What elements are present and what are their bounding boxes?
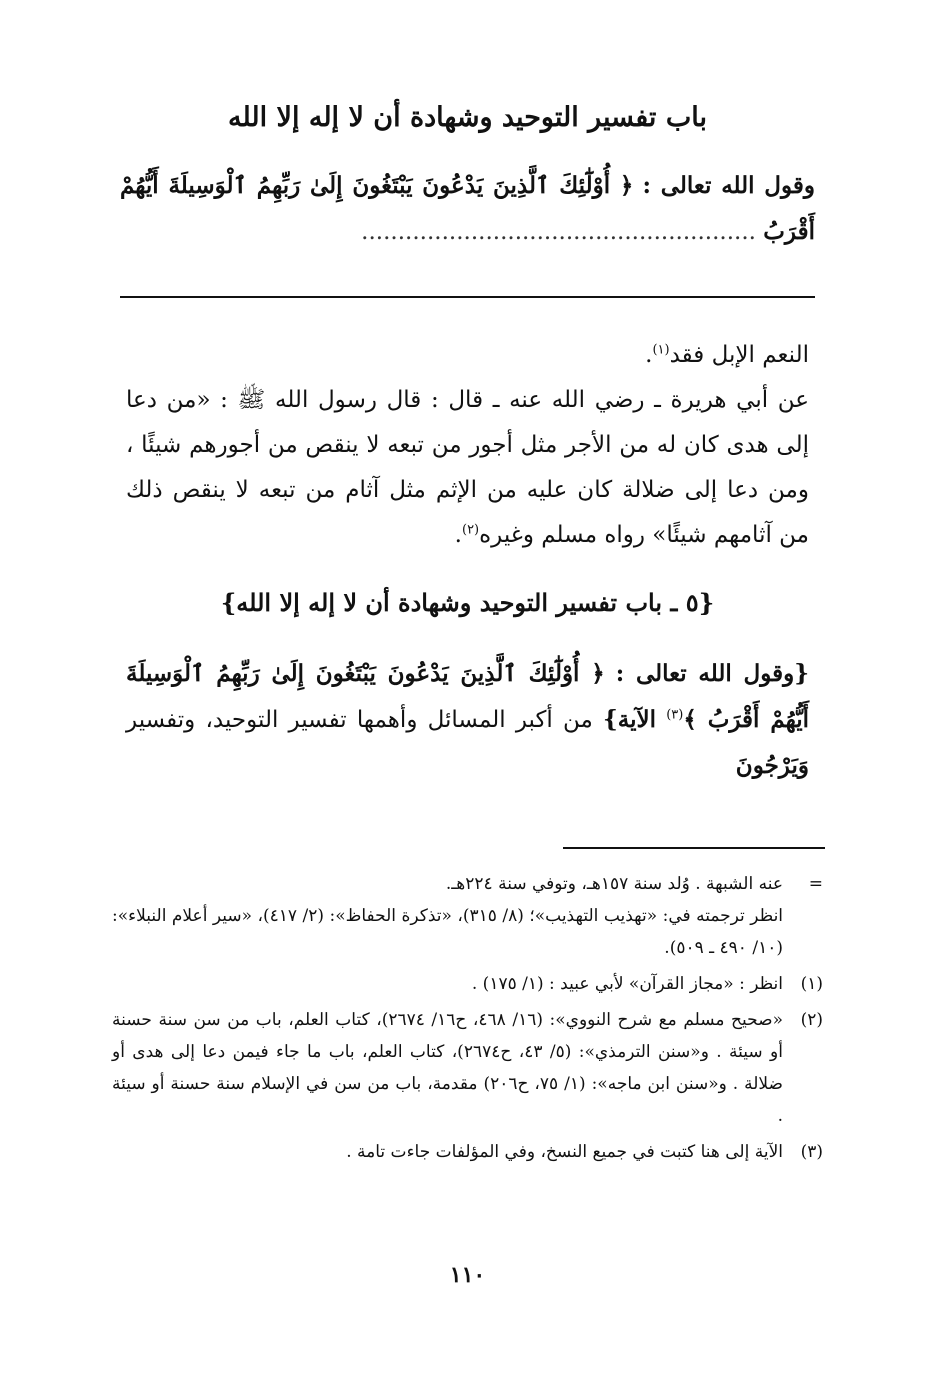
- paragraph-3-tail: وَيَرْجُونَ: [735, 752, 809, 779]
- main-text: [126, 333, 809, 789]
- footnote-continuation: [112, 868, 823, 964]
- footnote-3: [112, 1136, 823, 1168]
- paragraph-3-verse: ﴿ أُوْلَٰٓئِكَ ٱلَّذِينَ يَدْعُونَ يَبْتَغُونَ إِلَىٰ رَبِّهِمُ ٱلْوَسِيلَةَ أَيُّهُمْ أَقْرَبُ ﴾: [126, 660, 810, 733]
- footnote-continuation-text: [112, 868, 783, 964]
- header-verse-dots: ......................................................: [361, 219, 756, 246]
- footnote-continuation-line-1: عنه الشبهة . وُلد سنة ١٥٧هـ، وتوفي سنة ٢٢٤هـ.: [445, 874, 783, 894]
- paragraph-3-word: الآية}: [603, 706, 657, 733]
- paragraph-3: [126, 651, 809, 789]
- footnote-continuation-marker: =: [808, 874, 823, 894]
- header-rule: [120, 296, 815, 298]
- section-heading: {٥ ـ باب تفسير التوحيد وشهادة أن لا إله إلا الله}: [220, 588, 715, 617]
- paragraph-1-end: .: [645, 342, 653, 368]
- page-number: ١١٠: [449, 1262, 486, 1288]
- footnote-2-number: (٢): [800, 1010, 823, 1030]
- paragraph-2: [126, 378, 809, 558]
- paragraph-3-rest: من أكبر المسائل وأهمها تفسير التوحيد، وتفسير: [126, 707, 593, 733]
- footnote-1: [112, 968, 823, 1000]
- footnote-ref-3[interactable]: (٣): [666, 707, 684, 723]
- footnote-1-number: (١): [800, 974, 823, 994]
- footnote-ref-2[interactable]: (٢): [461, 522, 480, 538]
- footnotes: [112, 868, 823, 1172]
- header-verse-text: ﴿ أُوْلَٰٓئِكَ ٱلَّذِينَ يَدْعُونَ يَبْتَغُونَ إِلَىٰ رَبِّهِمُ ٱلْوَسِيلَةَ أَيُّهُمْ أَقْرَبُ: [120, 172, 815, 246]
- footnote-2-text: «صحيح مسلم مع شرح النووي»: (١٦/ ٤٦٨، ح١٦/ ٢٦٧٤)، كتاب العلم، باب من سن سنة حسنة أو سيئة . و«سنن الترمذي»: (٥/ ٤٣، ح٢٦٧٤)، كتاب العلم، باب ما جاء فيمن دعا إلى هدى أو ضلالة . و«سنن ابن ماجه»: (١/ ٧٥، ح٢٠٦) مقدمة، باب من سن في الإسلام سنة حسنة أو سيئة .: [112, 1010, 783, 1126]
- header-verse: [120, 163, 815, 255]
- footnote-3-number: (٣): [800, 1142, 823, 1162]
- paragraph-1: [126, 333, 809, 378]
- footnote-2: [112, 1004, 823, 1132]
- footnote-ref-1[interactable]: (١): [652, 342, 670, 358]
- running-header: [120, 100, 815, 255]
- paragraph-2-text: عن أبي هريرة ـ رضي الله عنه ـ قال : قال رسول الله ﷺ : «من دعا إلى هدى كان له من الأجر مثل أجور من تبعه لا ينقص من أجورهم شيئًا ، ومن دعا إلى ضلالة كان عليه من الإثم مثل آثام من تبعه لا ينقص ذلك من آثامهم شيئًا» رواه مسلم وغيره: [126, 387, 809, 548]
- footnote-3-text: الآية إلى هنا كتبت في جميع النسخ، وفي المؤلفات جاءت تامة .: [346, 1142, 783, 1162]
- footnote-1-text: انظر : «مجاز القرآن» لأبي عبيد : (١/ ١٧٥) .: [471, 974, 783, 994]
- paragraph-2-end: .: [454, 522, 462, 548]
- footnote-continuation-line-2: انظر ترجمته في: «تهذيب التهذيب»؛ (٨/ ٣١٥)، «تذكرة الحفاظ»: (٢/ ٤١٧)، «سير أعلام النبلاء»: (١٠/ ٤٩٠ ـ ٥٠٩).: [112, 906, 784, 958]
- header-title: باب تفسير التوحيد وشهادة أن لا إله إلا الله: [228, 102, 707, 133]
- header-verse-lead: وقول الله تعالى :: [642, 172, 816, 200]
- paragraph-1-text: النعم الإبل فقد: [669, 342, 809, 368]
- paragraph-3-lead: {وقول الله تعالى :: [615, 660, 810, 687]
- footnote-rule: [563, 847, 825, 849]
